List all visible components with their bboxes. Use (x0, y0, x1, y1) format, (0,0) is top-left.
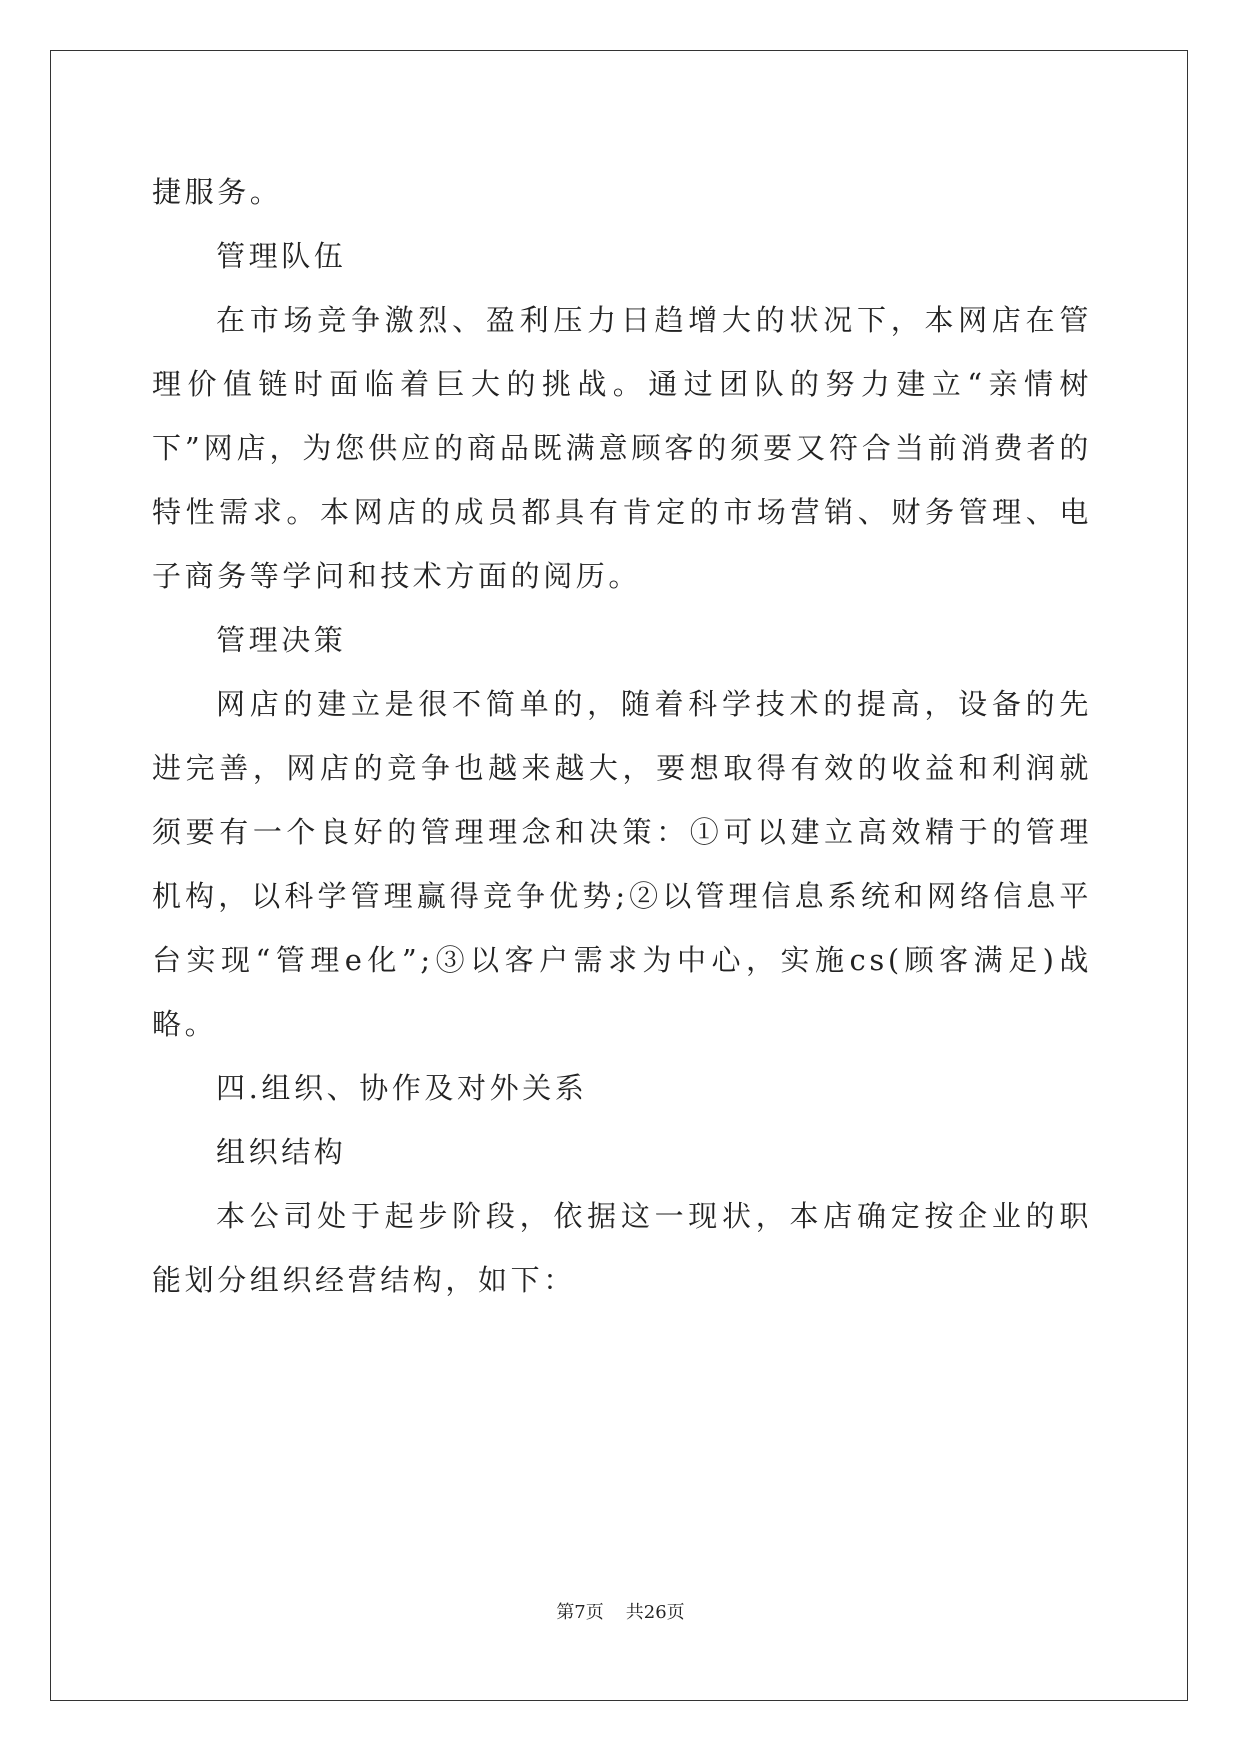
paragraph-management-decision: 网店的建立是很不简单的，随着科学技术的提高，设备的先进完善，网店的竞争也越来越大，要想取得有效的收益和利润就须要有一个良好的管理理念和决策：①可以建立高效精于的管理机构，以科学管理赢得竞争优势;②以管理信息系统和网络信息平台实现“管理e化”;③以客户需求为中心，实施cs(顾客满足)战略。 (152, 687, 1092, 1041)
paragraph-management-team: 在市场竞争激烈、盈利压力日趋增大的状况下，本网店在管理价值链时面临着巨大的挑战。通过团队的努力建立“亲情树下”网店，为您供应的商品既满意顾客的须要又符合当前消费者的特性需求。本网店的成员都具有肯定的市场营销、财务管理、电子商务等学问和技术方面的阅历。 (152, 303, 1092, 593)
page-number: 第7页 (556, 1602, 604, 1623)
heading-org-structure: 组织结构 (216, 1135, 347, 1169)
page-total: 共26页 (625, 1602, 685, 1623)
paragraph-org-structure: 本公司处于起步阶段，依据这一现状，本店确定按企业的职能划分组织经营结构，如下： (152, 1199, 1092, 1297)
document-body (152, 160, 1092, 1312)
paragraph-continuation: 捷服务。 (152, 175, 283, 209)
heading-management-team: 管理队伍 (216, 239, 347, 273)
section-heading-organization: 四.组织、协作及对外关系 (216, 1071, 588, 1105)
page-footer (0, 1598, 1241, 1624)
heading-management-decision: 管理决策 (216, 623, 347, 657)
